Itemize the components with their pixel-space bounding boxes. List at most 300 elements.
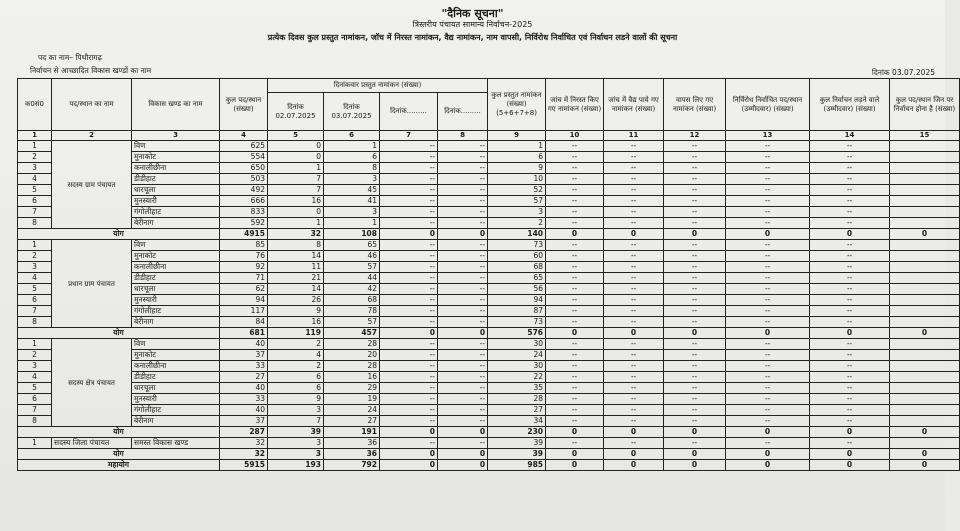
cell-filed: 27 (488, 405, 546, 416)
cell-d3: 0 (380, 427, 438, 438)
cell-d3: -- (380, 163, 438, 174)
cell-c15 (890, 262, 960, 273)
cell-c10: -- (546, 350, 604, 361)
table-row (18, 185, 960, 196)
cell-d4: -- (438, 372, 488, 383)
cell-filed: 28 (488, 394, 546, 405)
cell-total: 92 (220, 262, 268, 273)
cell-d1: 2 (268, 339, 324, 350)
cell-filed: 1 (488, 141, 546, 152)
cell-d4: -- (438, 251, 488, 262)
cell-sno: 1 (18, 240, 52, 251)
cell-d4: -- (438, 207, 488, 218)
cell-d4: -- (438, 394, 488, 405)
cell-filed: 73 (488, 317, 546, 328)
cell-c10: -- (546, 251, 604, 262)
cell-d3: -- (380, 141, 438, 152)
cell-total: 592 (220, 218, 268, 229)
cell-c12: -- (664, 141, 726, 152)
cell-c14: 0 (810, 460, 890, 471)
cell-c10: -- (546, 240, 604, 251)
cell-d2: 29 (324, 383, 380, 394)
cell-d1: 119 (268, 328, 324, 339)
cell-total: 76 (220, 251, 268, 262)
cell-c12: -- (664, 350, 726, 361)
cell-d2: 6 (324, 152, 380, 163)
cell-c13: 0 (726, 328, 810, 339)
cell-c15 (890, 339, 960, 350)
cell-c11: 0 (604, 460, 664, 471)
cell-d3: -- (380, 284, 438, 295)
cell-sno: 7 (18, 207, 52, 218)
cell-d1: 1 (268, 218, 324, 229)
cell-d1: 1 (268, 163, 324, 174)
col-total-filed: कुल प्रस्तुत नामांकन (संख्या) (5+6+7+8) (488, 79, 546, 131)
cell-c10: 0 (546, 460, 604, 471)
cell-sno: 3 (18, 361, 52, 372)
table-row (18, 317, 960, 328)
cell-c13: 0 (726, 229, 810, 240)
cell-filed: 57 (488, 196, 546, 207)
cell-d3: -- (380, 317, 438, 328)
table-row (18, 284, 960, 295)
cell-sno: 2 (18, 350, 52, 361)
cell-c12: -- (664, 251, 726, 262)
table-row (18, 141, 960, 152)
cell-c10: -- (546, 141, 604, 152)
cell-c11: -- (604, 251, 664, 262)
cell-d2: 1 (324, 141, 380, 152)
cell-c13: -- (726, 174, 810, 185)
cell-post: सदस्य जिला पंचायत (52, 438, 132, 449)
cell-d2: 3 (324, 174, 380, 185)
cell-filed: 576 (488, 328, 546, 339)
cell-d1: 16 (268, 317, 324, 328)
cell-c15 (890, 196, 960, 207)
cell-sno: 6 (18, 196, 52, 207)
cell-d3: -- (380, 185, 438, 196)
cell-filed: 9 (488, 163, 546, 174)
cell-c11: -- (604, 295, 664, 306)
table-row (18, 372, 960, 383)
table-row (18, 339, 960, 350)
cell-total: 40 (220, 383, 268, 394)
cell-d2: 3 (324, 207, 380, 218)
cell-filed: 73 (488, 240, 546, 251)
cell-filed: 2 (488, 218, 546, 229)
cell-d1: 16 (268, 196, 324, 207)
cell-c11: -- (604, 416, 664, 427)
cell-c15: 0 (890, 328, 960, 339)
cell-post: सदस्य क्षेत्र पंचायत (52, 339, 132, 427)
cell-c12: -- (664, 317, 726, 328)
table-row (18, 163, 960, 174)
cell-d1: 6 (268, 383, 324, 394)
cell-d4: -- (438, 262, 488, 273)
cell-d3: 0 (380, 449, 438, 460)
cell-block: मुनाकोट (132, 152, 220, 163)
cell-d4: -- (438, 196, 488, 207)
cell-d4: -- (438, 273, 488, 284)
cell-total: 287 (220, 427, 268, 438)
cell-d4: -- (438, 317, 488, 328)
cell-c14: -- (810, 284, 890, 295)
cell-d3: 0 (380, 328, 438, 339)
cell-d3: -- (380, 273, 438, 284)
cell-c14: -- (810, 152, 890, 163)
cell-d4: -- (438, 383, 488, 394)
cell-block: बेरीनाग (132, 218, 220, 229)
cell-c11: -- (604, 240, 664, 251)
col-sno: क0सं0 (18, 79, 52, 131)
cell-c12: -- (664, 394, 726, 405)
cell-filed: 30 (488, 361, 546, 372)
cell-c14: 0 (810, 229, 890, 240)
cell-sno: 4 (18, 174, 52, 185)
cell-d4: -- (438, 361, 488, 372)
cell-d4: -- (438, 438, 488, 449)
cell-block: मुनाकोट (132, 251, 220, 262)
cell-d3: 0 (380, 460, 438, 471)
cell-total: 85 (220, 240, 268, 251)
cell-d4: -- (438, 152, 488, 163)
cell-block: कनालीछीना (132, 361, 220, 372)
cell-c14: -- (810, 372, 890, 383)
cell-c11: -- (604, 438, 664, 449)
cell-c15 (890, 174, 960, 185)
cell-c13: -- (726, 185, 810, 196)
cell-c14: -- (810, 405, 890, 416)
cell-c11: -- (604, 152, 664, 163)
cell-block: मुनस्यारी (132, 394, 220, 405)
cell-c15: 0 (890, 427, 960, 438)
cell-sno: 1 (18, 141, 52, 152)
cell-c11: -- (604, 394, 664, 405)
cell-c15 (890, 273, 960, 284)
total-label: योग (18, 229, 220, 240)
table-row (18, 295, 960, 306)
column-number: 4 (220, 131, 268, 141)
col-date-2: दिनांक 03.07.2025 (324, 93, 380, 131)
cell-c15 (890, 350, 960, 361)
table-row (18, 196, 960, 207)
cell-filed: 985 (488, 460, 546, 471)
cell-d1: 3 (268, 405, 324, 416)
cell-total: 33 (220, 394, 268, 405)
cell-c10: -- (546, 339, 604, 350)
cell-d1: 7 (268, 185, 324, 196)
cell-d2: 36 (324, 449, 380, 460)
column-number-row (18, 131, 960, 141)
group-total-row (18, 427, 960, 438)
cell-c10: -- (546, 317, 604, 328)
cell-d2: 27 (324, 416, 380, 427)
cell-total: 40 (220, 405, 268, 416)
cell-d3: -- (380, 372, 438, 383)
col-no-election: कुल पद/स्थान जिन पर निर्वाचन होना है (संख्या) (890, 79, 960, 131)
cell-c14: -- (810, 174, 890, 185)
column-number: 15 (890, 131, 960, 141)
cell-c12: -- (664, 361, 726, 372)
cell-sno: 8 (18, 317, 52, 328)
cell-c11: -- (604, 306, 664, 317)
cell-c14: 0 (810, 449, 890, 460)
cell-d4: -- (438, 174, 488, 185)
cell-post: सदस्य ग्राम पंचायत (52, 141, 132, 229)
cell-c12: -- (664, 174, 726, 185)
cell-d3: -- (380, 262, 438, 273)
cell-c14: -- (810, 339, 890, 350)
cell-d1: 0 (268, 152, 324, 163)
cell-filed: 6 (488, 152, 546, 163)
cell-c15 (890, 152, 960, 163)
cell-c12: 0 (664, 449, 726, 460)
cell-sno: 1 (18, 438, 52, 449)
cell-c13: -- (726, 273, 810, 284)
cell-c10: -- (546, 196, 604, 207)
cell-total: 94 (220, 295, 268, 306)
cell-sno: 4 (18, 273, 52, 284)
cell-c13: -- (726, 284, 810, 295)
cell-c15 (890, 141, 960, 152)
cell-c12: -- (664, 196, 726, 207)
cell-d4: -- (438, 350, 488, 361)
cell-block: मुनस्यारी (132, 196, 220, 207)
cell-d3: -- (380, 240, 438, 251)
cell-d1: 2 (268, 361, 324, 372)
cell-c14: -- (810, 438, 890, 449)
cell-d2: 19 (324, 394, 380, 405)
cell-c14: -- (810, 141, 890, 152)
cell-c10: 0 (546, 427, 604, 438)
cell-c12: -- (664, 306, 726, 317)
cell-c14: -- (810, 196, 890, 207)
cell-c14: -- (810, 218, 890, 229)
column-number: 2 (52, 131, 132, 141)
cell-c15 (890, 306, 960, 317)
cell-c15 (890, 372, 960, 383)
col-rejected: जांच में निरस्त किए गए नामांकन (संख्या) (546, 79, 604, 131)
cell-c12: -- (664, 416, 726, 427)
cell-c10: -- (546, 394, 604, 405)
cell-c14: -- (810, 240, 890, 251)
cell-c12: -- (664, 273, 726, 284)
cell-block: कनालीछीना (132, 262, 220, 273)
cell-d2: 16 (324, 372, 380, 383)
cell-d1: 9 (268, 306, 324, 317)
cell-block: धारचूला (132, 284, 220, 295)
cell-c11: 0 (604, 427, 664, 438)
group-total-row (18, 449, 960, 460)
cell-c13: -- (726, 295, 810, 306)
cell-d4: 0 (438, 460, 488, 471)
cell-d2: 1 (324, 218, 380, 229)
cell-c11: 0 (604, 328, 664, 339)
cell-sno: 7 (18, 405, 52, 416)
table-row (18, 152, 960, 163)
cell-block: डीडीहाट (132, 372, 220, 383)
total-label: योग (18, 328, 220, 339)
cell-c15 (890, 405, 960, 416)
cell-d4: -- (438, 295, 488, 306)
cell-d1: 4 (268, 350, 324, 361)
cell-block: विण (132, 141, 220, 152)
cell-d2: 57 (324, 317, 380, 328)
cell-c14: -- (810, 163, 890, 174)
cell-d2: 24 (324, 405, 380, 416)
cell-c15 (890, 295, 960, 306)
cell-d2: 41 (324, 196, 380, 207)
cell-d1: 7 (268, 416, 324, 427)
cell-c15 (890, 361, 960, 372)
cell-total: 666 (220, 196, 268, 207)
cell-total: 84 (220, 317, 268, 328)
cell-d2: 191 (324, 427, 380, 438)
cell-d2: 42 (324, 284, 380, 295)
cell-d1: 7 (268, 174, 324, 185)
col-contesting: कुल निर्वाचन लड़ने वाले (उम्मीदवार) (संख्या) (810, 79, 890, 131)
cell-d1: 14 (268, 284, 324, 295)
table-row (18, 262, 960, 273)
cell-d3: -- (380, 295, 438, 306)
cell-block: विण (132, 339, 220, 350)
cell-sno: 5 (18, 185, 52, 196)
cell-d4: -- (438, 306, 488, 317)
cell-block: बेरीनाग (132, 317, 220, 328)
table-row (18, 350, 960, 361)
report-date: दिनांक 03.07.2025 (871, 68, 935, 77)
cell-sno: 3 (18, 163, 52, 174)
cell-filed: 3 (488, 207, 546, 218)
cell-filed: 56 (488, 284, 546, 295)
cell-c11: -- (604, 372, 664, 383)
cell-c13: -- (726, 339, 810, 350)
column-number: 8 (438, 131, 488, 141)
cell-c10: -- (546, 416, 604, 427)
cell-total: 503 (220, 174, 268, 185)
cell-c10: -- (546, 174, 604, 185)
cell-c13: -- (726, 383, 810, 394)
cell-total: 4915 (220, 229, 268, 240)
cell-c13: -- (726, 152, 810, 163)
cell-total: 554 (220, 152, 268, 163)
cell-d4: -- (438, 405, 488, 416)
cell-c15 (890, 383, 960, 394)
table-row (18, 438, 960, 449)
table-row (18, 207, 960, 218)
total-label: योग (18, 427, 220, 438)
cell-c15 (890, 218, 960, 229)
table-row (18, 405, 960, 416)
cell-c14: -- (810, 306, 890, 317)
cell-c11: -- (604, 350, 664, 361)
table-body (18, 131, 960, 471)
cell-d3: -- (380, 416, 438, 427)
cell-block: मुनाकोट (132, 350, 220, 361)
cell-c13: -- (726, 317, 810, 328)
cell-d4: -- (438, 339, 488, 350)
cell-d2: 78 (324, 306, 380, 317)
cell-c12: -- (664, 438, 726, 449)
col-block: विकास खण्ड का नाम (132, 79, 220, 131)
block-note: निर्वाचन से आच्छादित विकास खण्डों का नाम (30, 66, 152, 75)
cell-d4: 0 (438, 427, 488, 438)
cell-d4: -- (438, 284, 488, 295)
column-number: 6 (324, 131, 380, 141)
col-unopposed: निर्विरोध निर्वाचित पद/स्थान (उम्मीदवार) (संख्या) (726, 79, 810, 131)
cell-c15 (890, 284, 960, 295)
cell-c13: -- (726, 141, 810, 152)
cell-total: 71 (220, 273, 268, 284)
cell-c14: -- (810, 394, 890, 405)
cell-total: 117 (220, 306, 268, 317)
cell-c13: -- (726, 350, 810, 361)
cell-sno: 6 (18, 295, 52, 306)
cell-c12: -- (664, 284, 726, 295)
cell-c15 (890, 251, 960, 262)
cell-d1: 39 (268, 427, 324, 438)
cell-d1: 0 (268, 141, 324, 152)
cell-d1: 3 (268, 449, 324, 460)
cell-c13: -- (726, 163, 810, 174)
cell-filed: 30 (488, 339, 546, 350)
cell-c12: -- (664, 218, 726, 229)
cell-sno: 7 (18, 306, 52, 317)
cell-sno: 2 (18, 251, 52, 262)
cell-d4: -- (438, 416, 488, 427)
cell-c10: -- (546, 163, 604, 174)
cell-c12: -- (664, 240, 726, 251)
cell-sno: 2 (18, 152, 52, 163)
cell-block: समस्त विकास खण्ड (132, 438, 220, 449)
cell-d2: 457 (324, 328, 380, 339)
cell-block: बेरीनाग (132, 416, 220, 427)
cell-c13: -- (726, 405, 810, 416)
table-row (18, 394, 960, 405)
cell-c11: -- (604, 196, 664, 207)
col-date-4: दिनांक......... (438, 93, 488, 131)
cell-d3: -- (380, 438, 438, 449)
cell-c12: -- (664, 163, 726, 174)
cell-block: धारचूला (132, 383, 220, 394)
cell-c11: -- (604, 185, 664, 196)
cell-d3: -- (380, 174, 438, 185)
cell-block: गंगोलीहाट (132, 207, 220, 218)
cell-filed: 10 (488, 174, 546, 185)
cell-c14: -- (810, 416, 890, 427)
table-row (18, 218, 960, 229)
cell-c10: -- (546, 383, 604, 394)
cell-d4: -- (438, 163, 488, 174)
cell-c10: -- (546, 361, 604, 372)
cell-c13: 0 (726, 449, 810, 460)
cell-c14: -- (810, 262, 890, 273)
cell-c10: -- (546, 405, 604, 416)
cell-d3: -- (380, 394, 438, 405)
cell-total: 37 (220, 416, 268, 427)
cell-c13: -- (726, 372, 810, 383)
cell-c10: -- (546, 273, 604, 284)
cell-c12: -- (664, 295, 726, 306)
cell-d2: 8 (324, 163, 380, 174)
column-number: 11 (604, 131, 664, 141)
cell-d2: 65 (324, 240, 380, 251)
cell-c12: -- (664, 207, 726, 218)
cell-c10: 0 (546, 449, 604, 460)
cell-filed: 22 (488, 372, 546, 383)
table-row (18, 174, 960, 185)
cell-c11: -- (604, 339, 664, 350)
